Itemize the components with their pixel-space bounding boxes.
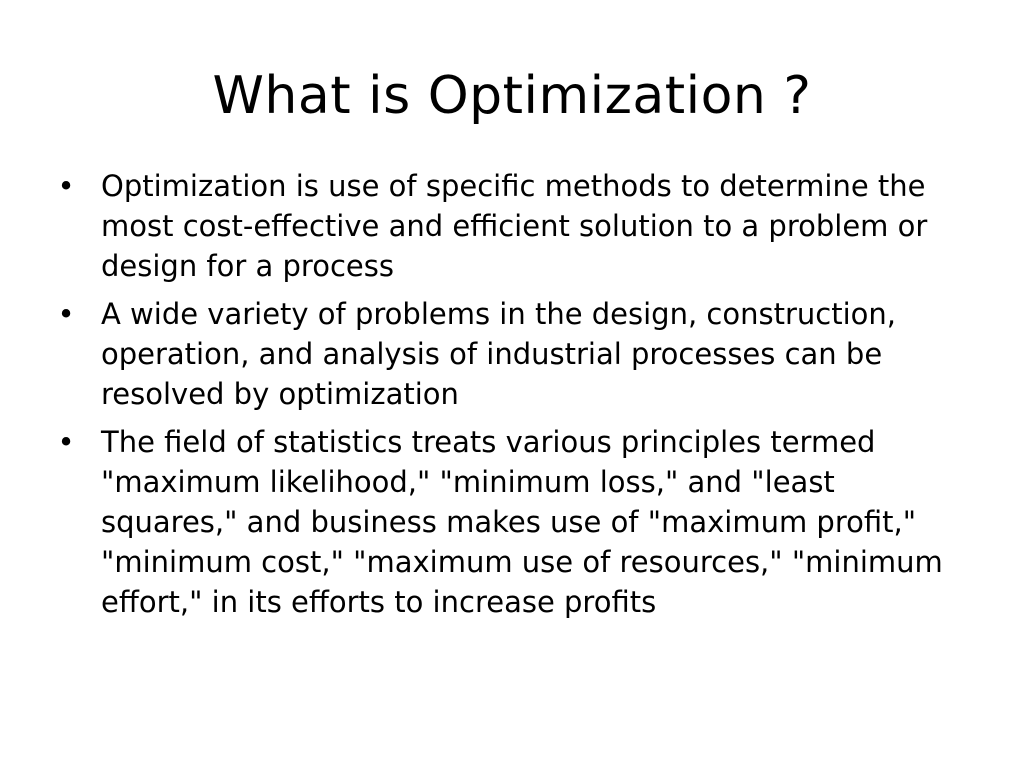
bullet-list [56,166,976,630]
bullet-text-3: The field of statistics treats various principles termed "maximum likelihood," "minimum loss," and "least squares," and business makes use of "maximum profit," "minimum cost," "maximum use of resources," "minimum effort," in its efforts to increase profits [101,425,943,619]
bullet-dot-icon: • [57,425,75,459]
bullet-item-2 [56,294,976,414]
bullet-text-2: A wide variety of problems in the design, construction, operation, and analysis of industrial processes can be resolved by optimization [101,297,896,411]
bullet-dot-icon: • [57,297,75,331]
bullet-text-1: Optimization is use of specific methods to determine the most cost-effective and efficient solution to a problem or design for a process [101,169,928,283]
bullet-item-1 [56,166,976,286]
bullet-item-3 [56,422,976,622]
slide-title: What is Optimization ? [212,66,812,126]
bullet-dot-icon: • [57,169,75,203]
